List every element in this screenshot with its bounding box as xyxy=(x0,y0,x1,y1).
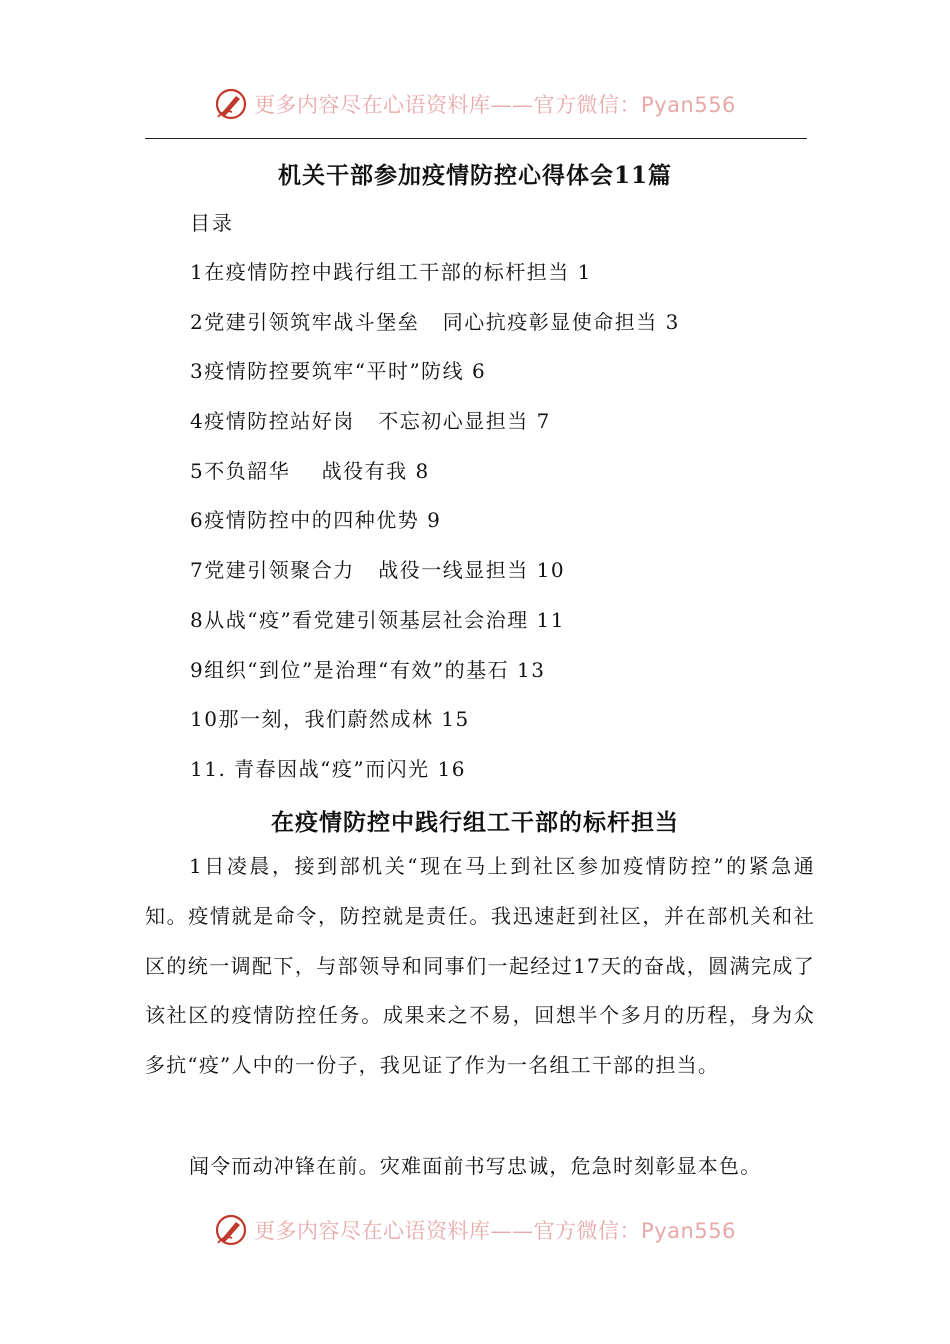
banner-wechat: 官方微信：Pyan556 xyxy=(533,93,736,117)
toc-item: 1在疫情防控中践行组工干部的标杆担当 1 xyxy=(190,260,592,284)
pen-logo-icon xyxy=(214,1213,248,1247)
banner-brand: 更多内容尽在心语资料库 xyxy=(254,1219,491,1243)
footer-banner xyxy=(0,1210,950,1250)
toc-item: 5不负韶华 战役有我 8 xyxy=(190,458,430,483)
pen-logo-icon xyxy=(214,87,248,121)
header-banner xyxy=(0,84,950,124)
banner-text xyxy=(254,89,736,119)
banner-text xyxy=(254,1215,736,1245)
toc-item: 6疫情防控中的四种优势 9 xyxy=(190,508,442,533)
toc-item: 3疫情防控要筑牢“平时”防线 6 xyxy=(190,359,487,384)
toc-item: 9组织“到位”是治理“有效”的基石 13 xyxy=(190,657,546,682)
document-title: 机关干部参加疫情防控心得体会11篇 xyxy=(277,162,672,189)
toc-item: 11. 青春因战“疫”而闪光 16 xyxy=(190,756,466,781)
section-title: 在疫情防控中践行组工干部的标杆担当 xyxy=(271,809,679,836)
toc-item: 10那一刻，我们蔚然成林 15 xyxy=(190,707,470,732)
toc-item: 2党建引领筑牢战斗堡垒 同心抗疫彰显使命担当 3 xyxy=(190,309,680,334)
toc-item: 7党建引领聚合力 战役一线显担当 10 xyxy=(190,558,566,583)
banner-brand: 更多内容尽在心语资料库 xyxy=(254,93,491,117)
toc-item: 8从战“疫”看党建引领基层社会治理 11 xyxy=(190,607,565,632)
body-paragraph: 1日凌晨，接到部机关“现在马上到社区参加疫情防控”的紧急通知。疫情就是命令，防控就是责任。我迅速赶到社区，并在部机关和社区的统一调配下，与部领导和同事们一起经过17天的奋战，圆满完成了该社区的疫情防控任务。成果来之不易，回想半个多月的历程，身为众多抗“疫”人中的一份子，我见证了作为一名组工干部的担当。 xyxy=(145,854,815,1078)
body-paragraph: 闻令而动冲锋在前。灾难面前书写忠诚，危急时刻彰显本色。 xyxy=(189,1154,762,1178)
banner-separator: —— xyxy=(490,1219,534,1243)
banner-wechat: 官方微信：Pyan556 xyxy=(533,1219,736,1243)
banner-separator: —— xyxy=(490,93,534,117)
header-divider xyxy=(145,138,807,139)
toc-heading: 目录 xyxy=(190,211,234,235)
table-of-contents xyxy=(190,257,810,804)
toc-item: 4疫情防控站好岗 不忘初心显担当 7 xyxy=(190,409,551,434)
